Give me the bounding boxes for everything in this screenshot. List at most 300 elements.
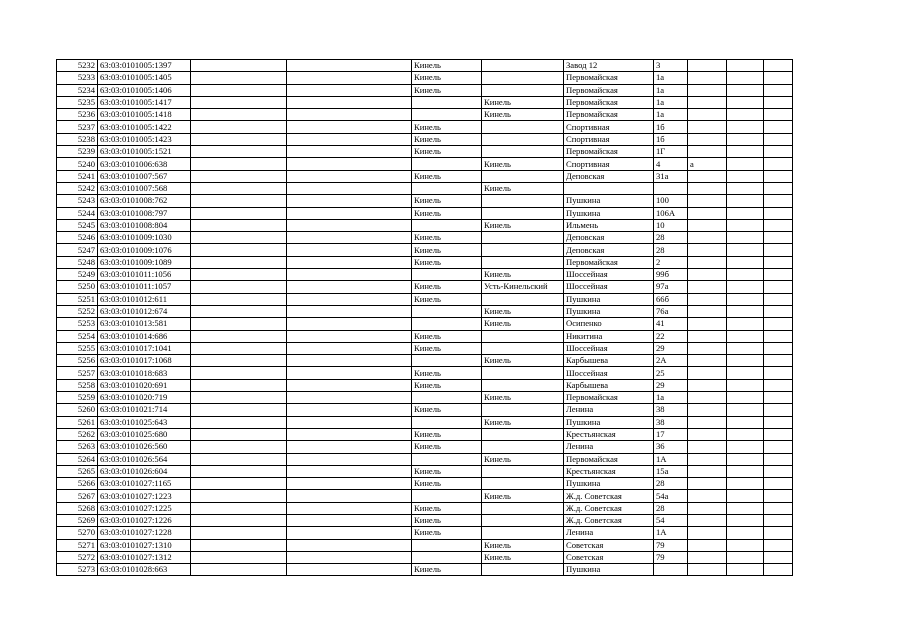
cell-street: Ж.д. Советская (564, 502, 654, 514)
cell-house-number: 1а (654, 72, 688, 84)
cell-letter (688, 330, 727, 342)
cell-col-11 (764, 392, 793, 404)
cell-settlement: Кинель (482, 453, 564, 465)
cell-house-number: 1а (654, 96, 688, 108)
table-row (57, 330, 793, 342)
cell-cadastral-number: 63:03:0101008:797 (98, 207, 191, 219)
cell-letter (688, 428, 727, 440)
table-row (57, 84, 793, 96)
cell-letter (688, 502, 727, 514)
cell-street: Советская (564, 551, 654, 563)
cell-settlement: Кинель (482, 539, 564, 551)
table-row (57, 404, 793, 416)
cell-col-11 (764, 244, 793, 256)
cell-col-3 (191, 219, 287, 231)
cell-letter (688, 318, 727, 330)
cell-col-3 (191, 182, 287, 194)
cell-street: Первомайская (564, 96, 654, 108)
cell-letter (688, 416, 727, 428)
cell-city: Кинель (412, 121, 482, 133)
cell-row-number: 5260 (57, 404, 98, 416)
cell-col-11 (764, 158, 793, 170)
cell-col-11 (764, 182, 793, 194)
cell-col-11 (764, 527, 793, 539)
cell-city (412, 109, 482, 121)
cell-cadastral-number: 63:03:0101005:1423 (98, 133, 191, 145)
cell-col-3 (191, 170, 287, 182)
cell-settlement (482, 342, 564, 354)
cell-settlement (482, 428, 564, 440)
cell-city: Кинель (412, 195, 482, 207)
cell-col-10 (727, 564, 764, 576)
cell-house-number: 79 (654, 539, 688, 551)
cell-settlement (482, 170, 564, 182)
cell-street: Советская (564, 539, 654, 551)
cell-col-4 (287, 109, 412, 121)
cell-row-number: 5267 (57, 490, 98, 502)
cell-cadastral-number: 63:03:0101027:1223 (98, 490, 191, 502)
table-row (57, 219, 793, 231)
table-row (57, 269, 793, 281)
cell-settlement (482, 404, 564, 416)
cell-city: Кинель (412, 72, 482, 84)
cell-settlement (482, 502, 564, 514)
cell-letter (688, 441, 727, 453)
cell-cadastral-number: 63:03:0101006:638 (98, 158, 191, 170)
cell-col-10 (727, 293, 764, 305)
cell-street (564, 182, 654, 194)
registry-sheet (56, 59, 792, 576)
cell-settlement (482, 514, 564, 526)
cell-cadastral-number: 63:03:0101007:568 (98, 182, 191, 194)
cell-street: Первомайская (564, 84, 654, 96)
cell-city: Кинель (412, 170, 482, 182)
cell-col-3 (191, 490, 287, 502)
cell-city: Кинель (412, 441, 482, 453)
cell-col-3 (191, 195, 287, 207)
cell-row-number: 5248 (57, 256, 98, 268)
cell-col-4 (287, 232, 412, 244)
cell-settlement: Кинель (482, 416, 564, 428)
cell-col-10 (727, 256, 764, 268)
cell-col-11 (764, 219, 793, 231)
cell-letter (688, 342, 727, 354)
cell-col-4 (287, 490, 412, 502)
cell-street: Первомайская (564, 392, 654, 404)
cell-col-3 (191, 564, 287, 576)
cell-house-number: 2А (654, 355, 688, 367)
cell-row-number: 5255 (57, 342, 98, 354)
cell-settlement (482, 232, 564, 244)
cell-letter (688, 195, 727, 207)
cell-col-10 (727, 84, 764, 96)
cell-col-3 (191, 146, 287, 158)
cell-letter (688, 527, 727, 539)
cell-house-number: 38 (654, 404, 688, 416)
cell-col-10 (727, 146, 764, 158)
cell-street: Первомайская (564, 109, 654, 121)
cell-col-3 (191, 256, 287, 268)
cell-row-number: 5257 (57, 367, 98, 379)
cell-col-10 (727, 392, 764, 404)
cell-col-10 (727, 96, 764, 108)
cell-city: Кинель (412, 465, 482, 477)
cell-col-10 (727, 133, 764, 145)
cell-city (412, 355, 482, 367)
cell-col-4 (287, 441, 412, 453)
table-row (57, 60, 793, 72)
cell-col-11 (764, 551, 793, 563)
cell-city (412, 453, 482, 465)
cell-col-3 (191, 527, 287, 539)
cell-col-10 (727, 182, 764, 194)
cell-col-10 (727, 72, 764, 84)
cell-city: Кинель (412, 379, 482, 391)
cell-settlement (482, 244, 564, 256)
cell-col-3 (191, 84, 287, 96)
cell-col-11 (764, 478, 793, 490)
cell-row-number: 5243 (57, 195, 98, 207)
cell-col-10 (727, 355, 764, 367)
cell-col-4 (287, 564, 412, 576)
cell-row-number: 5256 (57, 355, 98, 367)
table-row (57, 146, 793, 158)
cell-house-number: 66б (654, 293, 688, 305)
cell-row-number: 5263 (57, 441, 98, 453)
table-row (57, 244, 793, 256)
cell-col-4 (287, 281, 412, 293)
cell-house-number: 1б (654, 121, 688, 133)
cell-street: Первомайская (564, 146, 654, 158)
cell-street: Завод 12 (564, 60, 654, 72)
cell-street: Ж.д. Советская (564, 490, 654, 502)
cell-house-number: 1а (654, 109, 688, 121)
cell-house-number: 31а (654, 170, 688, 182)
cell-col-11 (764, 256, 793, 268)
cell-col-3 (191, 96, 287, 108)
cell-cadastral-number: 63:03:0101005:1406 (98, 84, 191, 96)
cell-col-10 (727, 514, 764, 526)
cell-col-3 (191, 428, 287, 440)
cell-col-10 (727, 367, 764, 379)
table-row (57, 490, 793, 502)
cell-cadastral-number: 63:03:0101005:1397 (98, 60, 191, 72)
cell-letter (688, 367, 727, 379)
cell-letter (688, 133, 727, 145)
cell-col-3 (191, 305, 287, 317)
cell-cadastral-number: 63:03:0101026:604 (98, 465, 191, 477)
cell-street: Деповская (564, 232, 654, 244)
cell-house-number: 2 (654, 256, 688, 268)
cell-letter (688, 121, 727, 133)
cell-col-4 (287, 195, 412, 207)
cell-col-3 (191, 441, 287, 453)
cell-letter (688, 551, 727, 563)
cell-letter (688, 564, 727, 576)
cell-city (412, 219, 482, 231)
cell-house-number: 97а (654, 281, 688, 293)
cell-col-11 (764, 96, 793, 108)
table-row (57, 170, 793, 182)
cell-col-4 (287, 342, 412, 354)
cell-street: Деповская (564, 170, 654, 182)
cell-row-number: 5239 (57, 146, 98, 158)
cell-col-11 (764, 269, 793, 281)
cell-house-number: 38 (654, 416, 688, 428)
table-row (57, 355, 793, 367)
cell-col-4 (287, 465, 412, 477)
cell-cadastral-number: 63:03:0101017:1068 (98, 355, 191, 367)
cell-row-number: 5247 (57, 244, 98, 256)
cell-col-10 (727, 404, 764, 416)
cell-cadastral-number: 63:03:0101020:691 (98, 379, 191, 391)
cell-col-11 (764, 490, 793, 502)
cell-street: Ильмень (564, 219, 654, 231)
cell-house-number: 1а (654, 84, 688, 96)
cell-col-10 (727, 490, 764, 502)
cell-city (412, 490, 482, 502)
cell-col-4 (287, 355, 412, 367)
cell-col-3 (191, 453, 287, 465)
cell-col-3 (191, 133, 287, 145)
cell-cadastral-number: 63:03:0101026:564 (98, 453, 191, 465)
cell-col-10 (727, 330, 764, 342)
cell-col-11 (764, 342, 793, 354)
cell-col-10 (727, 465, 764, 477)
cell-city: Кинель (412, 293, 482, 305)
cell-cadastral-number: 63:03:0101009:1076 (98, 244, 191, 256)
cell-row-number: 5271 (57, 539, 98, 551)
cell-letter (688, 490, 727, 502)
cell-letter (688, 281, 727, 293)
cell-letter (688, 269, 727, 281)
cell-col-11 (764, 416, 793, 428)
cell-letter: а (688, 158, 727, 170)
cell-row-number: 5253 (57, 318, 98, 330)
cell-row-number: 5244 (57, 207, 98, 219)
cell-street: Пушкина (564, 416, 654, 428)
cell-cadastral-number: 63:03:0101005:1521 (98, 146, 191, 158)
cell-settlement (482, 293, 564, 305)
cell-col-4 (287, 121, 412, 133)
cell-cadastral-number: 63:03:0101008:804 (98, 219, 191, 231)
cell-house-number: 1б (654, 133, 688, 145)
cell-row-number: 5254 (57, 330, 98, 342)
cell-letter (688, 96, 727, 108)
cell-row-number: 5241 (57, 170, 98, 182)
cell-col-10 (727, 539, 764, 551)
cell-col-4 (287, 256, 412, 268)
cell-cadastral-number: 63:03:0101013:581 (98, 318, 191, 330)
cell-street: Пушкина (564, 195, 654, 207)
cell-settlement (482, 441, 564, 453)
cell-cadastral-number: 63:03:0101011:1057 (98, 281, 191, 293)
cell-settlement (482, 146, 564, 158)
cell-col-10 (727, 244, 764, 256)
cell-col-3 (191, 355, 287, 367)
cell-house-number: 28 (654, 478, 688, 490)
cell-settlement: Усть-Кинельский (482, 281, 564, 293)
cell-letter (688, 182, 727, 194)
cell-settlement: Кинель (482, 318, 564, 330)
cell-col-4 (287, 269, 412, 281)
table-row (57, 564, 793, 576)
cell-street: Ленина (564, 441, 654, 453)
cell-row-number: 5234 (57, 84, 98, 96)
table-row (57, 256, 793, 268)
cell-city: Кинель (412, 527, 482, 539)
cell-col-3 (191, 269, 287, 281)
cell-street: Крестьянская (564, 428, 654, 440)
cell-col-4 (287, 207, 412, 219)
cell-cadastral-number: 63:03:0101027:1312 (98, 551, 191, 563)
cell-col-4 (287, 392, 412, 404)
cell-col-3 (191, 318, 287, 330)
table-row (57, 232, 793, 244)
cell-settlement: Кинель (482, 490, 564, 502)
cell-settlement (482, 133, 564, 145)
cell-letter (688, 465, 727, 477)
cell-col-3 (191, 514, 287, 526)
cell-street: Деповская (564, 244, 654, 256)
cell-col-11 (764, 195, 793, 207)
cell-cadastral-number: 63:03:0101011:1056 (98, 269, 191, 281)
cell-letter (688, 478, 727, 490)
cell-street: Первомайская (564, 453, 654, 465)
cell-letter (688, 170, 727, 182)
cell-house-number: 100 (654, 195, 688, 207)
table-row (57, 502, 793, 514)
cell-cadastral-number: 63:03:0101025:680 (98, 428, 191, 440)
table-row (57, 121, 793, 133)
cell-col-4 (287, 293, 412, 305)
table-row (57, 281, 793, 293)
cell-settlement (482, 256, 564, 268)
cell-letter (688, 404, 727, 416)
cell-house-number: 1а (654, 392, 688, 404)
cell-settlement: Кинель (482, 269, 564, 281)
cell-col-4 (287, 305, 412, 317)
cell-letter (688, 72, 727, 84)
cell-row-number: 5259 (57, 392, 98, 404)
cell-house-number: 4 (654, 158, 688, 170)
cell-settlement (482, 379, 564, 391)
cell-street: Пушкина (564, 305, 654, 317)
cell-col-10 (727, 170, 764, 182)
cell-col-3 (191, 281, 287, 293)
cell-col-11 (764, 60, 793, 72)
cell-street: Карбышева (564, 355, 654, 367)
cell-street: Шоссейная (564, 367, 654, 379)
cell-col-4 (287, 428, 412, 440)
cell-cadastral-number: 63:03:0101018:683 (98, 367, 191, 379)
cell-letter (688, 453, 727, 465)
table-row (57, 96, 793, 108)
cell-col-4 (287, 416, 412, 428)
cell-col-11 (764, 514, 793, 526)
cell-house-number: 28 (654, 244, 688, 256)
cell-col-3 (191, 539, 287, 551)
table-row (57, 72, 793, 84)
cell-house-number: 1Г (654, 146, 688, 158)
cell-settlement: Кинель (482, 158, 564, 170)
cell-row-number: 5246 (57, 232, 98, 244)
cell-settlement: Кинель (482, 182, 564, 194)
table-row (57, 182, 793, 194)
cell-col-10 (727, 281, 764, 293)
cell-settlement (482, 465, 564, 477)
cell-letter (688, 146, 727, 158)
cell-col-11 (764, 133, 793, 145)
cell-col-11 (764, 170, 793, 182)
cell-col-11 (764, 355, 793, 367)
cell-col-11 (764, 404, 793, 416)
cell-letter (688, 60, 727, 72)
cell-city (412, 392, 482, 404)
cell-settlement: Кинель (482, 96, 564, 108)
cell-cadastral-number: 63:03:0101005:1418 (98, 109, 191, 121)
cell-col-11 (764, 146, 793, 158)
cell-settlement (482, 60, 564, 72)
cell-col-10 (727, 269, 764, 281)
table-row (57, 109, 793, 121)
cell-row-number: 5249 (57, 269, 98, 281)
cell-house-number: 1А (654, 453, 688, 465)
table-row (57, 416, 793, 428)
cell-col-10 (727, 453, 764, 465)
cell-row-number: 5270 (57, 527, 98, 539)
cell-cadastral-number: 63:03:0101012:611 (98, 293, 191, 305)
cell-col-3 (191, 330, 287, 342)
cell-col-10 (727, 158, 764, 170)
cell-col-11 (764, 109, 793, 121)
cell-letter (688, 305, 727, 317)
cell-row-number: 5268 (57, 502, 98, 514)
cell-col-4 (287, 244, 412, 256)
cell-row-number: 5235 (57, 96, 98, 108)
cell-col-4 (287, 318, 412, 330)
cell-letter (688, 109, 727, 121)
cell-house-number: 15а (654, 465, 688, 477)
table-body (57, 60, 793, 576)
cell-row-number: 5264 (57, 453, 98, 465)
cell-col-3 (191, 404, 287, 416)
cell-col-4 (287, 379, 412, 391)
table-row (57, 453, 793, 465)
cell-col-11 (764, 232, 793, 244)
cell-street: Осипенко (564, 318, 654, 330)
cell-col-3 (191, 121, 287, 133)
table-row (57, 539, 793, 551)
cell-letter (688, 379, 727, 391)
cell-col-4 (287, 551, 412, 563)
cell-city (412, 318, 482, 330)
cell-city: Кинель (412, 256, 482, 268)
cell-col-11 (764, 293, 793, 305)
cell-cadastral-number: 63:03:0101027:1226 (98, 514, 191, 526)
cell-house-number: 25 (654, 367, 688, 379)
table-row (57, 465, 793, 477)
cell-street: Пушкина (564, 293, 654, 305)
cell-cadastral-number: 63:03:0101017:1041 (98, 342, 191, 354)
cell-letter (688, 256, 727, 268)
cell-row-number: 5252 (57, 305, 98, 317)
table-row (57, 318, 793, 330)
cell-col-10 (727, 109, 764, 121)
cell-city (412, 416, 482, 428)
cell-cadastral-number: 63:03:0101005:1417 (98, 96, 191, 108)
cell-house-number: 99б (654, 269, 688, 281)
